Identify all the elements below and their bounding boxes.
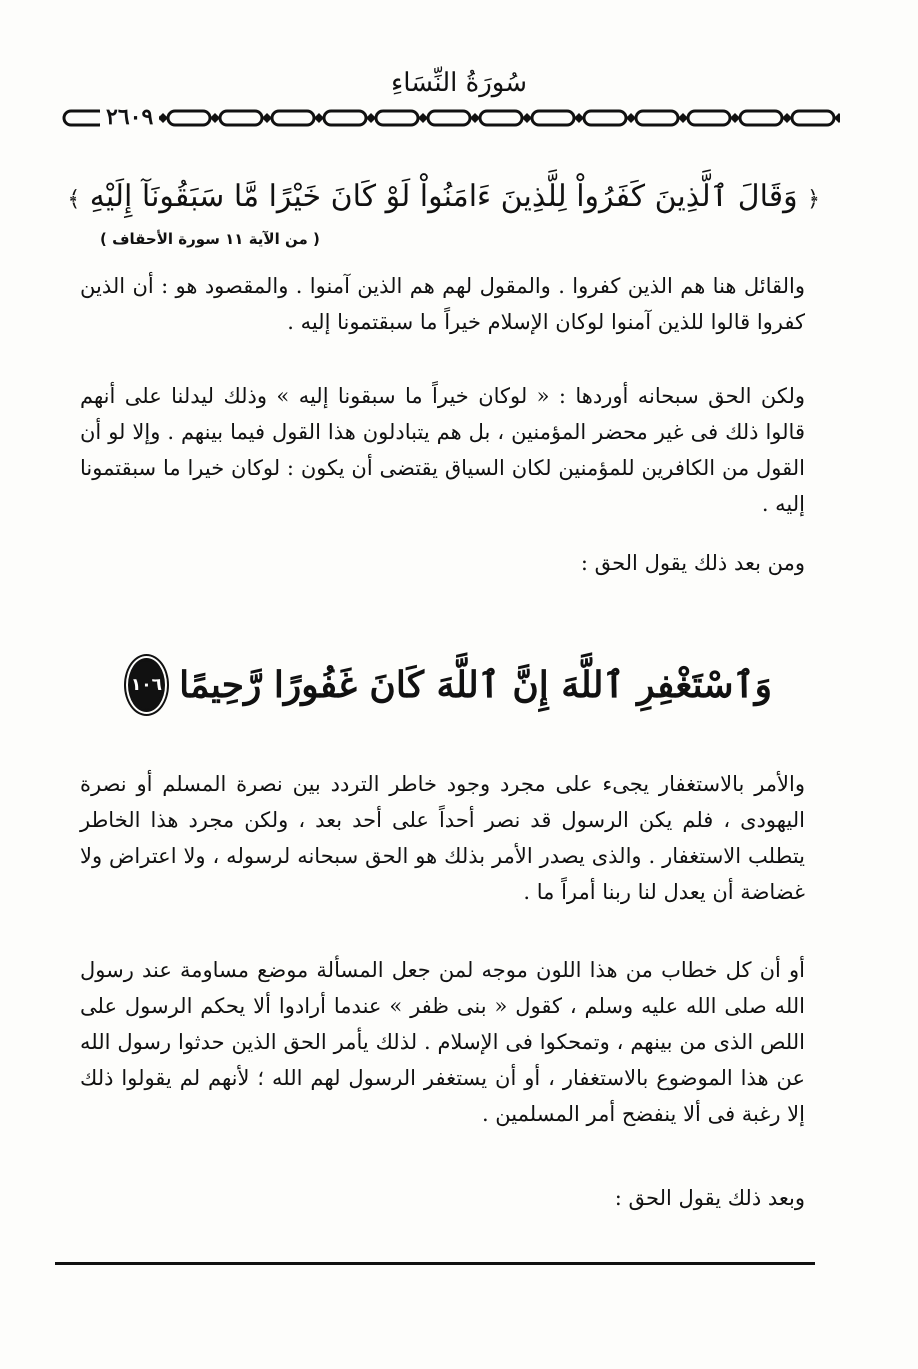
verse-reference: ( من الآية ١١ سورة الأحقاف ): [100, 230, 320, 248]
chain-link: [428, 111, 470, 125]
header-chain-border: [60, 100, 840, 136]
chain-diamond: [834, 113, 840, 123]
chain-link: [220, 111, 262, 125]
chain-link: [740, 111, 782, 125]
verse-number-badge: ١٠٦: [128, 658, 165, 712]
chain-link: [480, 111, 522, 125]
paragraph-5: أو أن كل خطاب من هذا اللون موجه لمن جعل المسألة موضع مساومة عند رسول الله صلى الله عليه وسلم ، كقول « بنى ظفر » عندما أرادوا ألا يحكم الرسول على اللص الذى من بينهم ، وتمحكوا فى الإسلام . لذلك يأمر الحق الذين حدثوا رسول الله عن هذا الموضوع بالاستغفار ، أو أن يستغفر الرسول لهم الله ؛ لأنهم لم يقولوا ذلك إلا رغبة فى ألا ينفضح أمر المسلمين .: [80, 958, 805, 1126]
verse-open-bracket: ﴿: [807, 187, 820, 212]
chain-link: [688, 111, 730, 125]
paragraph-1: والقائل هنا هم الذين كفروا . والمقول لهم هم الذين آمنوا . والمقصود هو : أن الذين كفروا قالوا للذين آمنوا لوكان الإسلام خيراً ما سبقتمونا إليه .: [80, 274, 805, 334]
paragraph-2: ولكن الحق سبحانه أوردها : « لوكان خيراً ما سبقونا إليه » وذلك ليدلنا على أنهم قالوا ذلك فى غير محضر المؤمنين ، بل هم يتبادلون هذا القول فيما بينهم . وإلا لو أن القول من الكافرين للمؤمنين لكان السياق يقتضى أن يكون : لوكان خيرا ما سبقتمونا إليه .: [80, 384, 806, 516]
surah-title: سُورَةُ النِّسَاءِ: [391, 68, 527, 98]
verse-106: [130, 650, 773, 720]
paragraph-4: والأمر بالاستغفار يجىء على مجرد وجود خاطر التردد بين نصرة المسلم أو نصرة اليهودى ، فلم يكن الرسول قد نصر أحداً على أحد بعد ، ولكن مجرد هذا الخاطر يتطلب الاستغفار . والذى يصدر الأمر بذلك هو الحق سبحانه لرسوله ، ولا اعتراض ولا غضاضة أن يعدل لنا ربنا أمراً ما .: [80, 772, 805, 904]
paragraph-3: ومن بعد ذلك يقول الحق :: [580, 551, 805, 575]
chain-link: [792, 111, 834, 125]
chain-link: [168, 111, 210, 125]
paragraph-6: وبعد ذلك يقول الحق :: [614, 1186, 805, 1210]
quoted-verse: [67, 172, 820, 225]
chain-link: [376, 111, 418, 125]
quoted-verse-text: وَقَالَ ٱلَّذِينَ كَفَرُواْ لِلَّذِينَ ءَامَنُواْ لَوْ كَانَ خَيْرًا مَّا سَبَقُونَآ إِلَيْهِ: [89, 179, 798, 214]
verse-106-text: وَٱسْتَغْفِرِ ٱللَّهَ إِنَّ ٱللَّهَ كَانَ غَفُورًا رَّحِيمًا: [179, 664, 773, 706]
chain-link: [532, 111, 574, 125]
chain-link: [324, 111, 366, 125]
chain-link: [636, 111, 678, 125]
chain-link: [272, 111, 314, 125]
footer-divider: [55, 1262, 815, 1265]
verse-close-bracket: ﴾: [67, 187, 81, 212]
page-number: ٢٦٠٩: [100, 104, 159, 130]
chain-link: [584, 111, 626, 125]
